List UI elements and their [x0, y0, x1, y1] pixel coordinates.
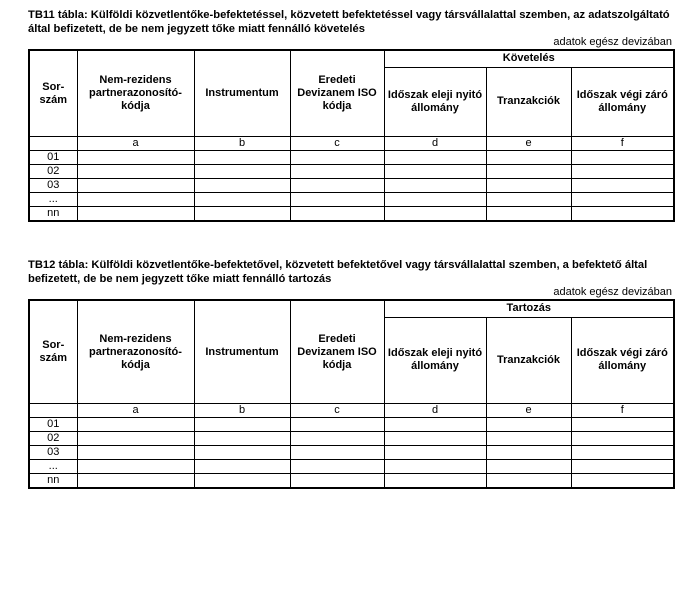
data-cell[interactable] — [77, 193, 194, 207]
letter-cell: f — [571, 404, 674, 418]
table-row — [29, 418, 674, 432]
data-cell[interactable] — [571, 165, 674, 179]
data-cell[interactable] — [77, 432, 194, 446]
letter-cell: c — [290, 137, 384, 151]
data-cell[interactable] — [194, 432, 290, 446]
table-row — [29, 151, 674, 165]
data-cell[interactable] — [77, 165, 194, 179]
data-cell[interactable] — [290, 432, 384, 446]
data-cell[interactable] — [290, 193, 384, 207]
group-header: Tartozás — [384, 300, 674, 317]
data-cell[interactable] — [384, 179, 486, 193]
data-cell[interactable] — [77, 151, 194, 165]
data-cell[interactable] — [384, 446, 486, 460]
tb12-table — [28, 299, 675, 489]
column-letter-row — [29, 137, 674, 151]
header-transactions: Tranzakciók — [486, 317, 571, 403]
header-opening-stock: Időszak eleji nyitó állomány — [384, 67, 486, 136]
header-instrument: Instrumentum — [194, 50, 290, 137]
group-header: Követelés — [384, 50, 674, 67]
data-cell[interactable] — [486, 474, 571, 489]
header-row-number: Sor-szám — [29, 50, 77, 137]
letter-cell: b — [194, 137, 290, 151]
data-cell[interactable] — [194, 165, 290, 179]
table-title: TB12 tábla: Külföldi közvetlentőke-befektetővel, közvetett befektetővel vagy társvállalattal szemben, a befektető által befizetett, de be nem jegyzett tőke miatt fennálló tartozás — [28, 259, 648, 285]
letter-cell: f — [571, 137, 674, 151]
letter-cell: c — [290, 404, 384, 418]
data-cell[interactable] — [571, 151, 674, 165]
table-row — [29, 446, 674, 460]
letter-cell: a — [77, 404, 194, 418]
data-cell[interactable] — [384, 474, 486, 489]
table-row — [29, 165, 674, 179]
data-cell[interactable] — [77, 460, 194, 474]
header-opening-stock: Időszak eleji nyitó állomány — [384, 317, 486, 403]
data-cell[interactable] — [486, 432, 571, 446]
letter-cell: d — [384, 137, 486, 151]
data-cell[interactable] — [194, 446, 290, 460]
table-tb11-section — [28, 8, 673, 222]
table-row — [29, 179, 674, 193]
data-cell[interactable] — [571, 446, 674, 460]
data-cell[interactable] — [194, 474, 290, 489]
row-label: 01 — [29, 151, 77, 165]
data-cell[interactable] — [571, 207, 674, 222]
row-label: 03 — [29, 179, 77, 193]
row-label: 02 — [29, 432, 77, 446]
data-cell[interactable] — [384, 207, 486, 222]
data-cell[interactable] — [486, 193, 571, 207]
row-label: nn — [29, 474, 77, 489]
data-cell[interactable] — [194, 151, 290, 165]
table-row — [29, 474, 674, 489]
data-cell[interactable] — [486, 151, 571, 165]
table-row — [29, 207, 674, 222]
data-cell[interactable] — [571, 193, 674, 207]
letter-cell: a — [77, 137, 194, 151]
header-transactions: Tranzakciók — [486, 67, 571, 136]
header-row-number: Sor-szám — [29, 300, 77, 404]
data-cell[interactable] — [384, 460, 486, 474]
header-instrument: Instrumentum — [194, 300, 290, 404]
data-cell[interactable] — [486, 418, 571, 432]
letter-cell: b — [194, 404, 290, 418]
letter-cell — [29, 404, 77, 418]
data-cell[interactable] — [486, 207, 571, 222]
letter-cell: e — [486, 137, 571, 151]
column-letter-row — [29, 404, 674, 418]
unit-note: adatok egész devizában — [553, 286, 672, 298]
tb11-table — [28, 49, 675, 222]
header-currency: Eredeti Devizanem ISO kódja — [290, 50, 384, 137]
data-cell[interactable] — [384, 193, 486, 207]
data-cell[interactable] — [290, 474, 384, 489]
data-cell[interactable] — [571, 179, 674, 193]
table-title: TB11 tábla: Külföldi közvetlentőke-befektetéssel, közvetett befektetéssel vagy társvállalattal szemben, az adatszolgáltató által befizetett, de be nem jegyzett tőke miatt fennálló követelés — [28, 9, 670, 35]
row-label: 01 — [29, 418, 77, 432]
data-cell[interactable] — [571, 474, 674, 489]
table-row — [29, 193, 674, 207]
data-cell[interactable] — [290, 151, 384, 165]
data-cell[interactable] — [194, 460, 290, 474]
data-cell[interactable] — [194, 193, 290, 207]
unit-note: adatok egész devizában — [553, 36, 672, 48]
data-cell[interactable] — [194, 207, 290, 222]
data-cell[interactable] — [384, 432, 486, 446]
letter-cell: d — [384, 404, 486, 418]
header-closing-stock: Időszak végi záró állomány — [571, 67, 674, 136]
data-cell[interactable] — [486, 460, 571, 474]
data-cell[interactable] — [290, 207, 384, 222]
data-cell[interactable] — [290, 418, 384, 432]
data-cell[interactable] — [384, 151, 486, 165]
data-cell[interactable] — [194, 179, 290, 193]
data-cell[interactable] — [384, 418, 486, 432]
data-cell[interactable] — [77, 418, 194, 432]
data-cell[interactable] — [486, 165, 571, 179]
data-cell[interactable] — [77, 179, 194, 193]
header-partner-id: Nem-rezidens partnerazonosító-kódja — [77, 300, 194, 404]
table-row — [29, 432, 674, 446]
data-cell[interactable] — [486, 179, 571, 193]
data-cell[interactable] — [384, 165, 486, 179]
table-tb12-section — [28, 258, 673, 489]
data-cell[interactable] — [571, 418, 674, 432]
data-cell[interactable] — [290, 446, 384, 460]
data-cell[interactable] — [486, 446, 571, 460]
row-label: ... — [29, 460, 77, 474]
row-label: nn — [29, 207, 77, 222]
header-closing-stock: Időszak végi záró állomány — [571, 317, 674, 403]
data-cell[interactable] — [77, 446, 194, 460]
data-cell[interactable] — [194, 418, 290, 432]
row-label: ... — [29, 193, 77, 207]
letter-cell — [29, 137, 77, 151]
row-label: 02 — [29, 165, 77, 179]
data-cell[interactable] — [290, 460, 384, 474]
letter-cell: e — [486, 404, 571, 418]
data-cell[interactable] — [571, 432, 674, 446]
data-cell[interactable] — [77, 207, 194, 222]
table-row — [29, 460, 674, 474]
header-partner-id: Nem-rezidens partnerazonosító-kódja — [77, 50, 194, 137]
data-cell[interactable] — [77, 474, 194, 489]
row-label: 03 — [29, 446, 77, 460]
data-cell[interactable] — [290, 165, 384, 179]
header-currency: Eredeti Devizanem ISO kódja — [290, 300, 384, 404]
data-cell[interactable] — [290, 179, 384, 193]
data-cell[interactable] — [571, 460, 674, 474]
